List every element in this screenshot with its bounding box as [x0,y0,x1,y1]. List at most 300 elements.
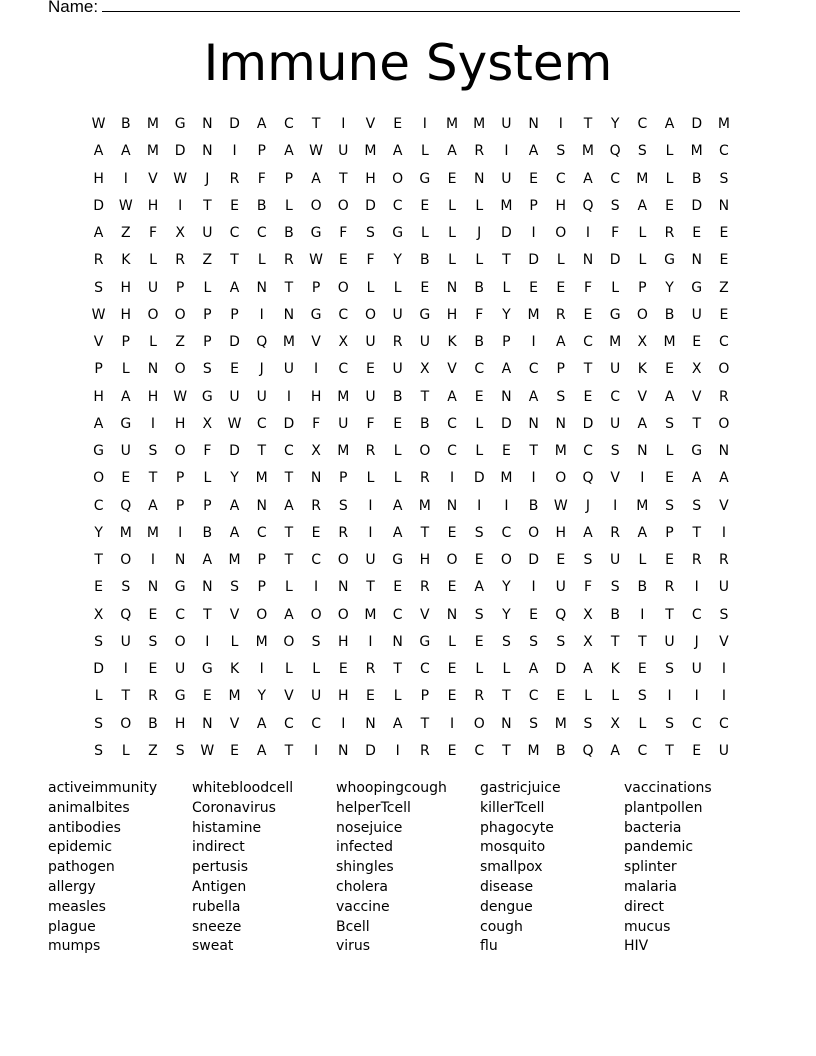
grid-letter[interactable]: L [393,688,402,705]
grid-letter[interactable]: S [474,606,484,623]
grid-letter[interactable]: N [555,415,567,432]
grid-letter[interactable]: S [121,579,131,596]
grid-letter[interactable]: Y [502,579,511,596]
grid-letter[interactable]: A [148,497,158,514]
grid-letter[interactable]: E [501,443,511,459]
grid-letter[interactable]: L [285,661,293,677]
grid-letter[interactable]: P [284,170,294,187]
grid-letter[interactable]: D [229,116,240,132]
grid-letter[interactable]: Q [555,606,567,623]
grid-letter[interactable]: H [120,279,132,296]
grid-letter[interactable]: R [392,334,403,350]
grid-letter[interactable]: T [420,524,430,541]
grid-letter[interactable]: A [474,579,484,596]
grid-letter[interactable]: U [256,388,267,405]
grid-letter[interactable]: X [175,225,185,241]
grid-letter[interactable]: E [583,388,593,405]
grid-letter[interactable]: G [392,552,404,568]
grid-letter[interactable]: T [665,742,674,759]
grid-letter[interactable]: I [694,688,699,705]
grid-letter[interactable]: K [637,361,647,378]
grid-letter[interactable]: I [341,116,346,132]
grid-letter[interactable]: C [583,443,593,459]
grid-letter[interactable]: Y [502,306,511,323]
grid-letter[interactable]: L [475,197,484,214]
grid-letter[interactable]: C [719,143,729,160]
grid-letter[interactable]: S [94,742,104,759]
grid-letter[interactable]: Q [582,742,594,759]
grid-letter[interactable]: E [366,688,375,705]
grid-letter[interactable]: G [609,306,621,323]
grid-letter[interactable]: T [665,606,674,623]
grid-letter[interactable]: A [610,742,620,759]
grid-letter[interactable]: C [284,116,294,132]
grid-letter[interactable]: S [148,633,158,650]
grid-letter[interactable]: S [338,497,348,514]
grid-letter[interactable]: V [637,388,648,405]
grid-letter[interactable]: S [148,443,158,459]
grid-letter[interactable]: P [121,334,130,350]
grid-letter[interactable]: S [583,552,593,568]
grid-letter[interactable]: T [692,415,701,432]
grid-letter[interactable]: U [338,143,349,160]
grid-letter[interactable]: L [121,742,130,759]
grid-letter[interactable]: H [446,306,458,323]
grid-letter[interactable]: M [445,116,459,132]
grid-letter[interactable]: I [150,415,156,432]
grid-letter[interactable]: N [202,143,213,160]
grid-letter[interactable]: N [528,415,539,432]
grid-letter[interactable]: C [691,715,702,732]
grid-letter[interactable]: A [229,524,240,541]
grid-letter[interactable]: W [91,116,106,132]
grid-letter[interactable]: N [637,443,648,459]
grid-letter[interactable]: E [665,197,674,214]
grid-letter[interactable]: O [473,715,485,732]
grid-letter[interactable]: V [148,170,158,187]
grid-letter[interactable]: L [638,225,647,241]
grid-letter[interactable]: X [691,361,702,378]
grid-letter[interactable]: G [201,661,213,677]
grid-letter[interactable]: B [120,116,131,132]
grid-letter[interactable]: A [93,225,104,241]
grid-letter[interactable]: D [528,252,539,269]
grid-letter[interactable]: P [203,334,212,350]
grid-letter[interactable]: O [555,470,567,487]
grid-letter[interactable]: E [474,388,484,405]
grid-letter[interactable]: W [91,306,106,323]
grid-letter[interactable]: S [610,197,620,214]
grid-letter[interactable]: C [637,116,648,132]
grid-letter[interactable]: O [147,306,159,323]
grid-letter[interactable]: I [694,579,699,596]
grid-letter[interactable]: Y [665,279,674,296]
grid-letter[interactable]: N [528,116,539,132]
grid-letter[interactable]: S [94,279,104,296]
grid-letter[interactable]: A [284,143,294,160]
grid-letter[interactable]: H [310,388,322,405]
grid-letter[interactable]: W [200,742,215,759]
grid-letter[interactable]: U [338,415,349,432]
grid-letter[interactable]: E [692,334,702,350]
grid-letter[interactable]: I [504,143,509,160]
grid-letter[interactable]: L [149,334,157,350]
grid-letter[interactable]: U [718,579,730,596]
grid-letter[interactable]: V [93,334,104,350]
grid-letter[interactable]: I [449,715,455,732]
grid-letter[interactable]: U [610,415,621,432]
grid-letter[interactable]: F [366,415,375,432]
grid-letter[interactable]: M [663,334,676,350]
grid-letter[interactable]: C [419,661,430,677]
grid-letter[interactable]: E [665,470,674,487]
grid-letter[interactable]: D [501,415,512,432]
grid-letter[interactable]: Q [582,470,594,487]
grid-letter[interactable]: S [556,143,566,160]
grid-letter[interactable]: P [175,470,185,487]
grid-letter[interactable]: Y [502,606,511,623]
grid-letter[interactable]: H [338,633,349,650]
grid-letter[interactable]: H [555,524,567,541]
grid-letter[interactable]: G [392,225,404,241]
grid-letter[interactable]: V [719,633,729,650]
grid-letter[interactable]: A [637,197,648,214]
grid-letter[interactable]: K [229,661,240,677]
grid-letter[interactable]: E [366,361,375,378]
grid-letter[interactable]: U [365,388,376,405]
grid-letter[interactable]: V [420,606,430,623]
grid-letter[interactable]: S [529,633,539,650]
grid-letter[interactable]: A [120,388,131,405]
grid-letter[interactable]: U [365,334,376,350]
grid-letter[interactable]: L [94,688,103,705]
grid-letter[interactable]: F [583,279,592,296]
grid-letter[interactable]: A [392,524,403,541]
grid-letter[interactable]: L [203,279,212,296]
grid-letter[interactable]: M [337,388,350,405]
grid-letter[interactable]: J [585,497,591,514]
grid-letter[interactable]: Y [230,470,239,487]
grid-letter[interactable]: L [584,688,592,705]
grid-letter[interactable]: W [309,143,324,160]
grid-letter[interactable]: H [419,552,431,568]
grid-letter[interactable]: W [309,252,324,269]
grid-letter[interactable]: U [283,361,295,378]
grid-letter[interactable]: N [256,279,267,296]
grid-letter[interactable]: D [229,443,240,459]
grid-letter[interactable]: I [341,715,346,732]
grid-letter[interactable]: R [555,306,566,323]
grid-letter[interactable]: L [475,252,484,269]
grid-letter[interactable]: X [610,715,620,732]
grid-letter[interactable]: I [721,688,726,705]
grid-letter[interactable]: C [610,170,621,187]
grid-letter[interactable]: O [256,606,268,623]
grid-letter[interactable]: L [665,443,674,459]
grid-letter[interactable]: R [664,579,675,596]
grid-letter[interactable]: P [638,279,647,296]
grid-letter[interactable]: O [283,633,295,650]
grid-letter[interactable]: O [364,306,376,323]
grid-letter[interactable]: I [368,497,373,514]
grid-letter[interactable]: H [174,715,186,732]
grid-letter[interactable]: I [585,225,591,241]
grid-letter[interactable]: L [448,197,456,214]
grid-letter[interactable]: M [255,633,268,650]
grid-letter[interactable]: S [610,443,620,459]
grid-letter[interactable]: T [257,443,266,459]
grid-letter[interactable]: L [638,715,647,732]
grid-letter[interactable]: L [475,661,484,677]
grid-letter[interactable]: A [691,470,702,487]
grid-letter[interactable]: I [721,661,726,677]
grid-letter[interactable]: I [178,197,183,214]
grid-letter[interactable]: V [229,715,240,732]
grid-letter[interactable]: E [393,579,403,596]
grid-letter[interactable]: T [203,197,212,214]
grid-letter[interactable]: U [419,334,430,350]
grid-letter[interactable]: Z [120,225,131,241]
grid-letter[interactable]: X [202,415,213,432]
grid-letter[interactable]: L [149,252,157,269]
grid-letter[interactable]: F [475,306,484,323]
grid-letter[interactable]: P [311,279,321,296]
grid-letter[interactable]: E [230,361,239,378]
grid-letter[interactable]: P [339,470,348,487]
grid-letter[interactable]: H [120,306,132,323]
grid-letter[interactable]: L [611,279,620,296]
grid-letter[interactable]: V [229,606,240,623]
grid-letter[interactable]: I [531,225,536,241]
grid-letter[interactable]: O [93,470,105,487]
grid-letter[interactable]: U [120,633,131,650]
grid-letter[interactable]: R [365,443,376,459]
grid-letter[interactable]: I [368,633,373,650]
grid-letter[interactable]: I [314,579,319,596]
grid-letter[interactable]: R [175,252,186,269]
grid-letter[interactable]: C [256,225,267,241]
grid-letter[interactable]: M [609,334,622,350]
grid-letter[interactable]: A [120,143,131,160]
grid-letter[interactable]: A [256,742,267,759]
grid-letter[interactable]: M [554,715,567,732]
grid-letter[interactable]: X [637,334,648,350]
grid-letter[interactable]: N [283,306,295,323]
grid-letter[interactable]: A [583,661,593,677]
grid-letter[interactable]: W [553,497,568,514]
grid-letter[interactable]: C [474,361,485,378]
grid-letter[interactable]: A [311,170,321,187]
grid-letter[interactable]: N [202,579,213,596]
grid-letter[interactable]: H [147,197,159,214]
grid-letter[interactable]: T [148,470,158,487]
grid-letter[interactable]: P [257,552,266,568]
grid-letter[interactable]: H [93,170,104,187]
grid-letter[interactable]: C [447,415,457,432]
grid-letter[interactable]: E [665,361,674,378]
grid-letter[interactable]: H [365,170,376,187]
grid-letter[interactable]: S [719,170,729,187]
grid-letter[interactable]: I [205,633,210,650]
grid-letter[interactable]: H [147,388,159,405]
grid-letter[interactable]: Z [719,279,729,296]
grid-letter[interactable]: H [555,197,567,214]
grid-letter[interactable]: A [202,552,213,568]
grid-letter[interactable]: S [556,388,566,405]
grid-letter[interactable]: M [228,688,241,705]
grid-letter[interactable]: L [366,279,375,296]
grid-letter[interactable]: V [365,116,376,132]
grid-letter[interactable]: E [121,470,131,487]
grid-letter[interactable]: I [477,497,482,514]
grid-letter[interactable]: E [447,524,457,541]
grid-letter[interactable]: C [583,334,593,350]
grid-letter[interactable]: M [636,497,649,514]
grid-letter[interactable]: O [718,415,730,432]
grid-letter[interactable]: O [337,552,349,568]
grid-letter[interactable]: N [147,361,159,378]
grid-letter[interactable]: M [473,116,486,132]
grid-letter[interactable]: M [418,497,431,514]
grid-letter[interactable]: N [501,715,512,732]
grid-letter[interactable]: M [527,742,540,759]
grid-letter[interactable]: C [338,306,349,323]
grid-letter[interactable]: U [365,552,376,568]
grid-letter[interactable]: L [638,252,647,269]
grid-letter[interactable]: N [365,715,376,732]
grid-letter[interactable]: D [528,552,539,568]
grid-letter[interactable]: C [719,334,729,350]
grid-letter[interactable]: N [338,579,349,596]
grid-letter[interactable]: E [447,579,457,596]
grid-letter[interactable]: H [174,415,186,432]
grid-letter[interactable]: T [420,715,430,732]
grid-letter[interactable]: L [665,170,674,187]
grid-letter[interactable]: E [474,552,484,568]
grid-letter[interactable]: C [501,524,512,541]
grid-letter[interactable]: R [610,524,621,541]
grid-letter[interactable]: E [474,633,484,650]
grid-letter[interactable]: B [528,497,539,514]
grid-letter[interactable]: C [719,715,729,732]
grid-letter[interactable]: E [637,661,647,677]
grid-letter[interactable]: L [393,470,402,487]
grid-letter[interactable]: O [174,443,186,459]
grid-letter[interactable]: C [256,415,267,432]
grid-letter[interactable]: U [392,361,403,378]
grid-letter[interactable]: P [502,334,511,350]
grid-letter[interactable]: D [365,742,376,759]
grid-letter[interactable]: P [175,497,185,514]
grid-letter[interactable]: A [284,606,294,623]
grid-letter[interactable]: N [446,606,458,623]
grid-letter[interactable]: E [529,170,539,187]
grid-letter[interactable]: T [610,633,620,650]
grid-letter[interactable]: D [691,197,703,214]
grid-letter[interactable]: V [311,334,321,350]
grid-letter[interactable]: O [120,552,132,568]
grid-letter[interactable]: I [558,116,563,132]
grid-letter[interactable]: L [638,552,647,568]
grid-letter[interactable]: P [230,306,239,323]
grid-letter[interactable]: S [501,633,511,650]
grid-letter[interactable]: A [664,388,675,405]
grid-letter[interactable]: M [581,143,595,160]
grid-letter[interactable]: T [692,524,701,541]
grid-letter[interactable]: R [229,170,240,187]
grid-letter[interactable]: S [311,633,321,650]
grid-letter[interactable]: U [664,633,675,650]
grid-letter[interactable]: W [173,388,188,405]
grid-letter[interactable]: T [203,606,212,623]
grid-letter[interactable]: A [555,334,566,350]
grid-letter[interactable]: L [312,661,320,677]
grid-letter[interactable]: M [690,143,703,160]
grid-letter[interactable]: Z [202,252,213,269]
grid-letter[interactable]: I [150,552,156,568]
grid-letter[interactable]: I [504,497,509,514]
grid-letter[interactable]: C [447,443,457,459]
grid-letter[interactable]: I [286,388,291,405]
grid-letter[interactable]: R [338,524,349,541]
grid-letter[interactable]: M [119,524,132,541]
grid-letter[interactable]: P [257,579,266,596]
grid-letter[interactable]: S [610,579,620,596]
grid-letter[interactable]: A [392,143,403,160]
grid-letter[interactable]: U [610,361,621,378]
grid-letter[interactable]: C [338,361,349,378]
grid-letter[interactable]: T [230,252,239,269]
grid-letter[interactable]: E [447,170,457,187]
grid-letter[interactable]: C [555,170,566,187]
grid-letter[interactable]: E [556,688,566,705]
grid-letter[interactable]: I [531,334,536,350]
grid-letter[interactable]: D [555,661,567,677]
grid-letter[interactable]: A [637,524,648,541]
grid-letter[interactable]: P [203,306,212,323]
grid-letter[interactable]: Y [94,524,103,541]
grid-letter[interactable]: O [636,306,648,323]
grid-letter[interactable]: T [284,470,294,487]
grid-letter[interactable]: A [93,143,104,160]
grid-letter[interactable]: P [665,524,674,541]
grid-letter[interactable]: R [719,388,729,405]
grid-letter[interactable]: F [611,225,620,241]
grid-letter[interactable]: X [311,443,321,459]
grid-letter[interactable]: F [257,170,266,187]
grid-letter[interactable]: I [123,170,128,187]
grid-letter[interactable]: V [284,688,294,705]
grid-letter[interactable]: U [718,742,730,759]
grid-letter[interactable]: G [174,579,186,596]
grid-letter[interactable]: I [259,306,264,323]
grid-letter[interactable]: B [202,524,213,541]
grid-letter[interactable]: M [717,116,730,132]
grid-letter[interactable]: T [311,116,321,132]
grid-letter[interactable]: C [610,388,621,405]
grid-letter[interactable]: S [175,742,185,759]
grid-letter[interactable]: C [256,524,267,541]
grid-letter[interactable]: T [339,170,348,187]
grid-letter[interactable]: D [473,470,485,487]
grid-letter[interactable]: I [259,661,264,677]
grid-letter[interactable]: N [718,443,730,459]
grid-letter[interactable]: X [338,334,349,350]
grid-letter[interactable]: O [310,606,322,623]
grid-letter[interactable]: E [393,415,403,432]
grid-letter[interactable]: S [665,415,674,432]
grid-letter[interactable]: L [366,470,375,487]
